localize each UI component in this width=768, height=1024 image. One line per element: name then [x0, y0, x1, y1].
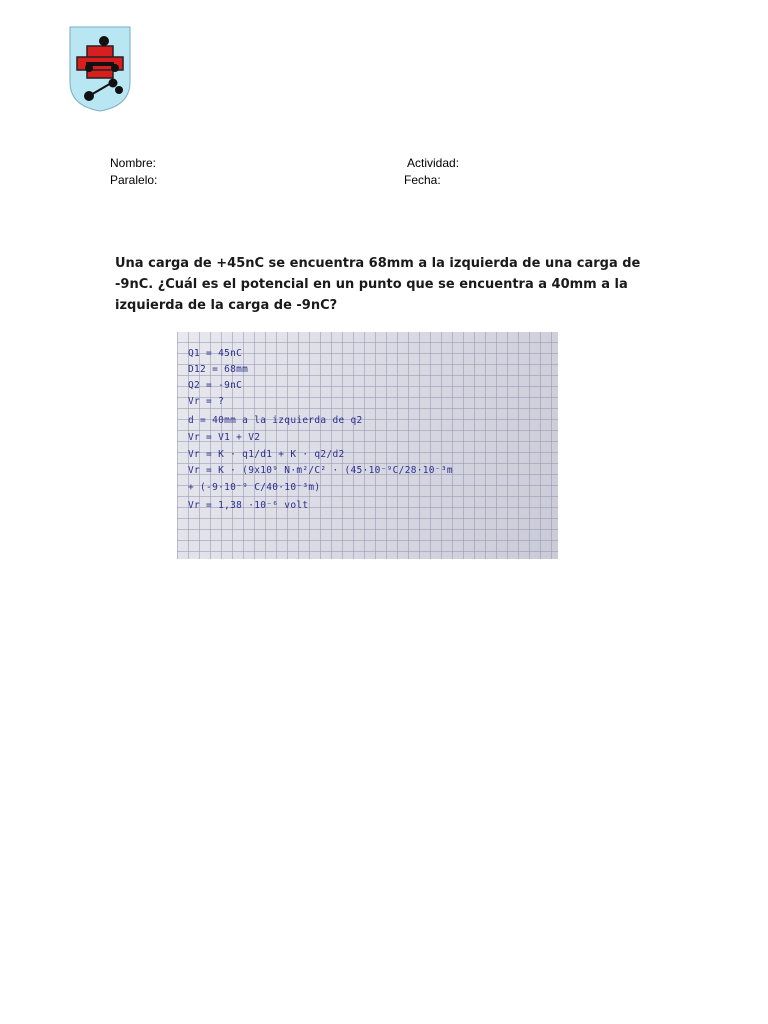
question-text: Una carga de +45nC se encuentra 68mm a la izquierda de una carga de -9nC. ¿Cuál es el potencial en un punto que se encuentra a 40mm a la izquierda de la carga de -9nC? [115, 256, 641, 313]
handwritten-line: d = 40mm a la izquierda de q2 [188, 415, 363, 426]
fecha-label: Fecha: [404, 173, 441, 187]
handwritten-line: D12 = 68mm [188, 364, 249, 375]
handwritten-solution-image [177, 332, 558, 559]
handwritten-line: Vr = 1,38 ·10⁻⁶ volt [188, 500, 309, 511]
handwritten-line: Q2 = -9nC [188, 380, 243, 391]
handwritten-line: Vr = V1 + V2 [188, 432, 261, 443]
nombre-label: Nombre: [110, 156, 157, 170]
handwritten-line: Vr = K · (9x10⁹ N·m²/C² · (45·10⁻⁹C/28·10⁻³m [188, 465, 453, 476]
actividad-label: Actividad: [407, 156, 460, 170]
handwritten-line: Q1 = 45nC [188, 348, 243, 359]
handwritten-line: + (-9·10⁻⁹ C/40·10⁻³m) [188, 482, 321, 493]
school-shield-logo-icon [69, 26, 131, 112]
handwritten-line: Vr = ? [188, 396, 225, 407]
paralelo-label: Paralelo: [110, 173, 158, 187]
handwritten-line: Vr = K · q1/d1 + K · q2/d2 [188, 449, 345, 460]
